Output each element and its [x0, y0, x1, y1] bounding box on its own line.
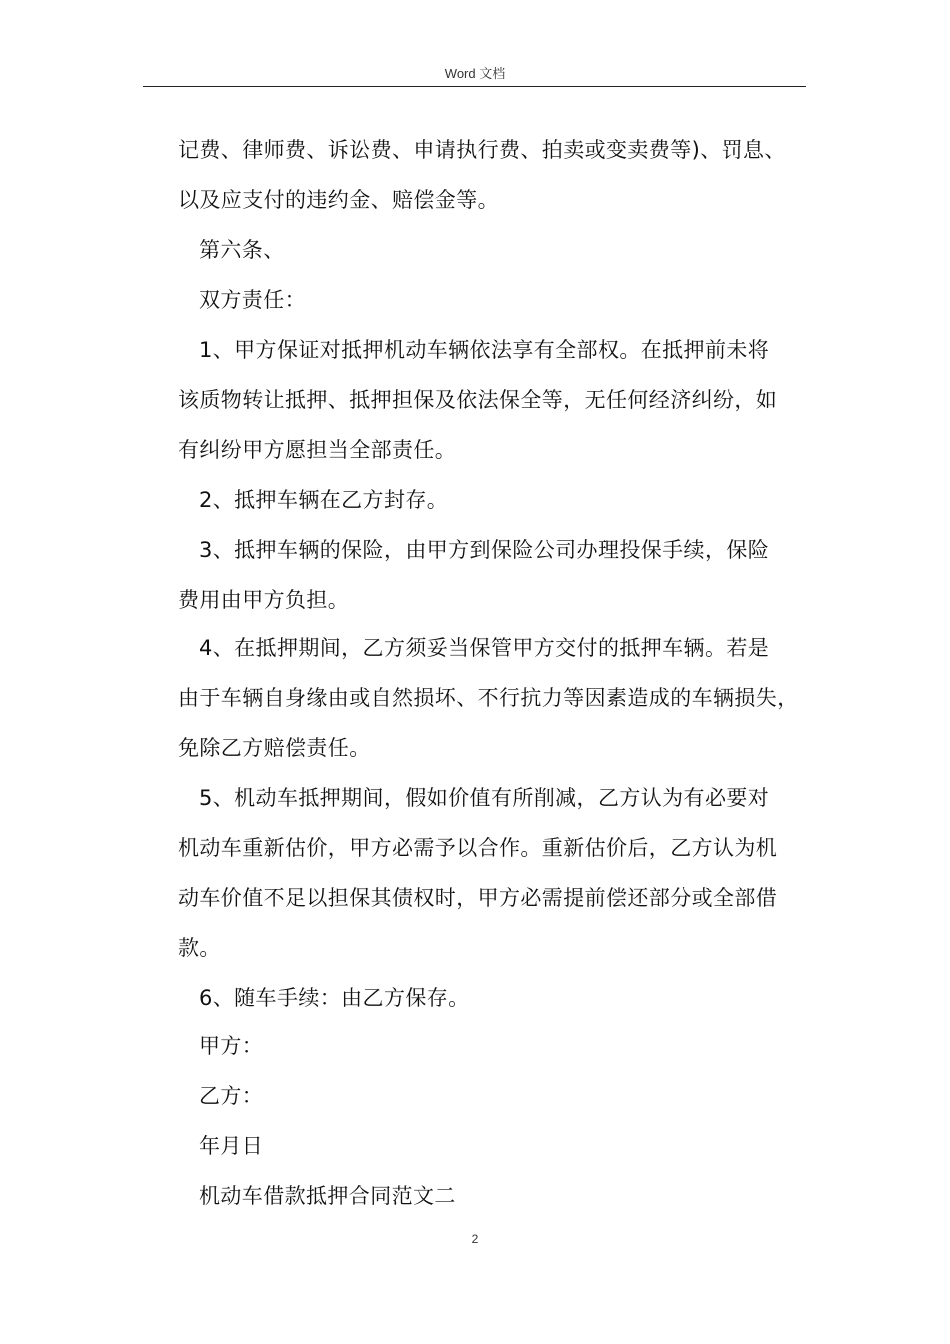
body-line: 款。 — [178, 936, 221, 960]
signature-party-a: 甲方： — [199, 1034, 264, 1058]
body-line: 费用由甲方负担。 — [178, 588, 350, 612]
body-line: 1、甲方保证对抵押机动车辆依法享有全部权。在抵押前未将 — [199, 338, 770, 362]
body-line: 以及应支付的违约金、赔偿金等。 — [178, 188, 499, 212]
body-line: 2、抵押车辆在乙方封存。 — [199, 488, 449, 512]
body-line: 记费、律师费、诉讼费、申请执行费、拍卖或变卖费等)、罚息、 — [178, 138, 786, 162]
next-section-title: 机动车借款抵押合同范文二 — [199, 1184, 456, 1208]
body-line: 免除乙方赔偿责任。 — [178, 736, 371, 760]
section-subheading: 双方责任： — [199, 288, 306, 312]
body-line: 由于车辆自身缘由或自然损坏、不行抗力等因素造成的车辆损失， — [178, 686, 799, 710]
body-line: 该质物转让抵押、抵押担保及依法保全等，无任何经济纠纷，如 — [178, 388, 778, 412]
body-line: 5、机动车抵押期间，假如价值有所削减，乙方认为有必要对 — [199, 786, 770, 810]
body-line: 机动车重新估价，甲方必需予以合作。重新估价后，乙方认为机 — [178, 836, 778, 860]
body-line: 动车价值不足以担保其债权时，甲方必需提前偿还部分或全部借 — [178, 886, 778, 910]
body-line: 3、抵押车辆的保险，由甲方到保险公司办理投保手续，保险 — [199, 538, 770, 562]
signature-party-b: 乙方： — [199, 1084, 264, 1108]
page-header-title: Word 文档 — [444, 66, 506, 81]
section-heading: 第六条、 — [199, 238, 285, 262]
signature-date: 年月日 — [199, 1134, 264, 1158]
body-line: 4、在抵押期间，乙方须妥当保管甲方交付的抵押车辆。若是 — [199, 636, 770, 660]
body-line: 6、随车手续：由乙方保存。 — [199, 986, 470, 1010]
page-number: 2 — [471, 1232, 479, 1246]
body-line: 有纠纷甲方愿担当全部责任。 — [178, 438, 457, 462]
